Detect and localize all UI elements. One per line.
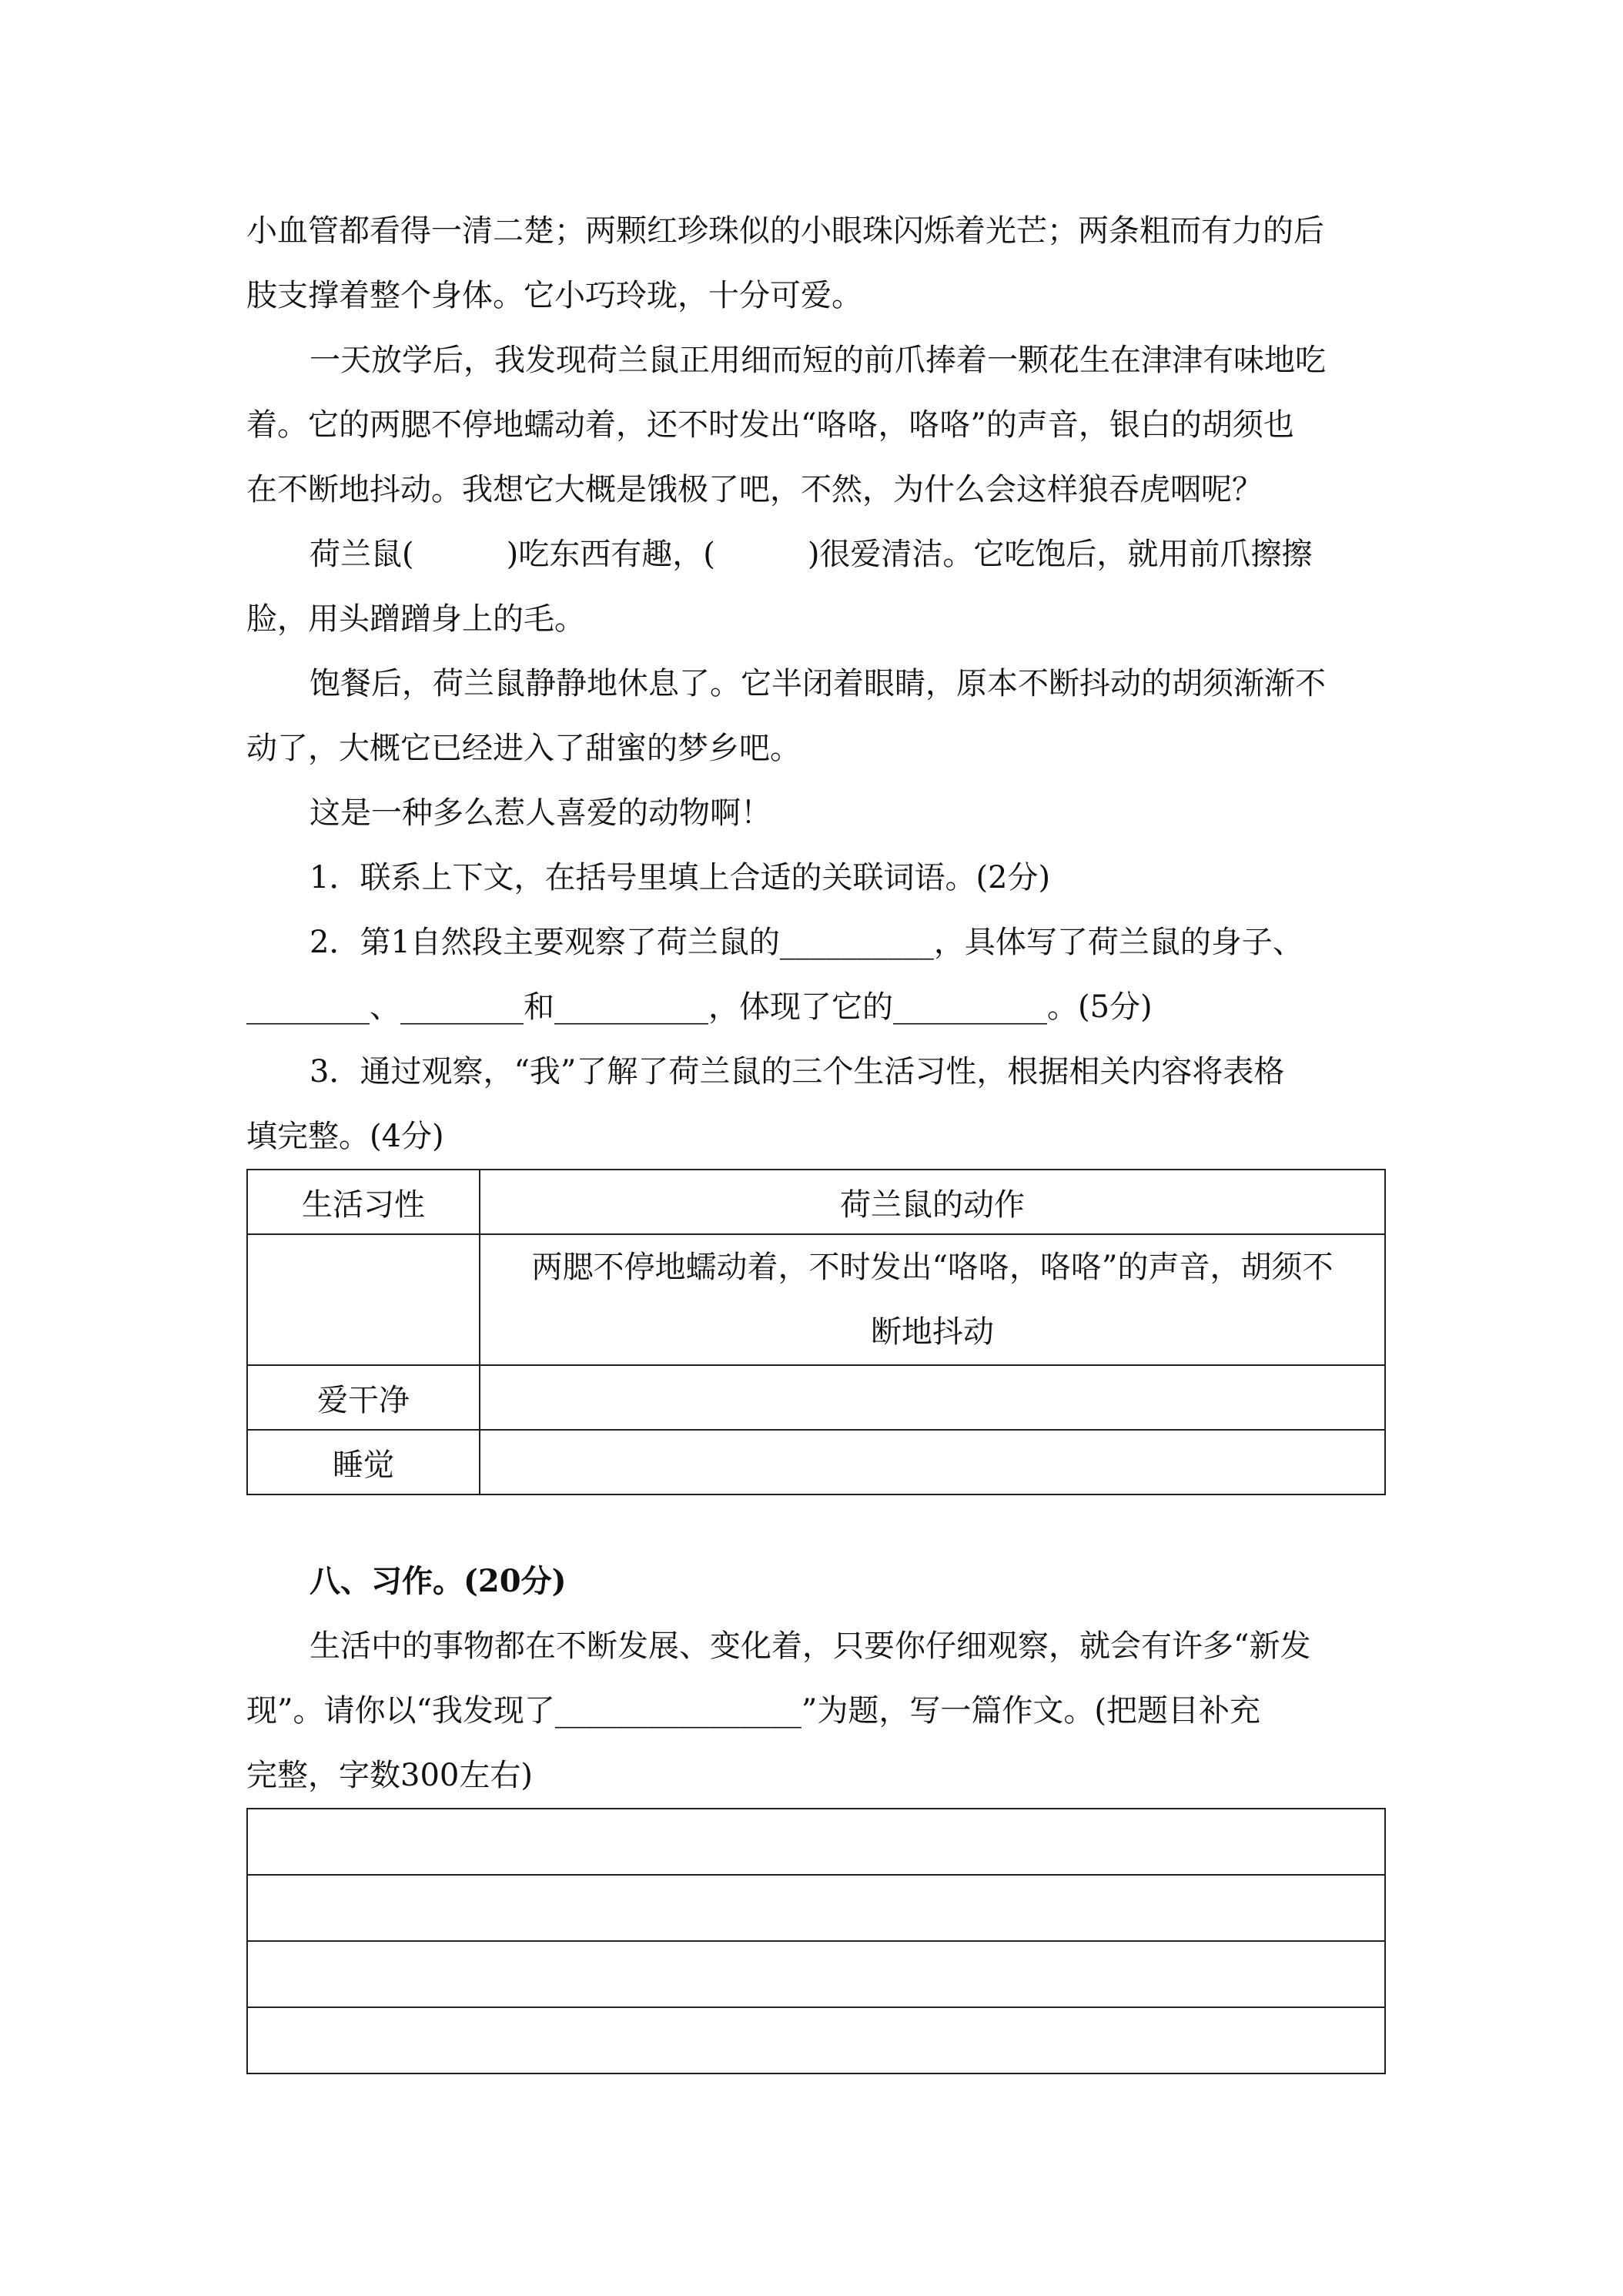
- passage-line: 荷兰鼠( )吃东西有趣，( )很爱清洁。它吃饱后，就用前爪擦擦: [310, 537, 1313, 572]
- section-text: 生活中的事物都在不断发展、变化着，只要你仔细观察，就会有许多“新发: [310, 1628, 1311, 1664]
- question-2-continued: ________、________和__________，体现了它的__________。(5分): [246, 989, 1153, 1025]
- section-heading: 八、习作。(20分): [310, 1563, 567, 1599]
- action-cell: [480, 1234, 1385, 1365]
- table-header-row: [247, 1170, 1385, 1234]
- passage-line: 小血管都看得一清二楚；两颗红珍珠似的小眼珠闪烁着光芒；两条粗而有力的后: [246, 213, 1324, 249]
- section-text: 完整，字数300左右): [246, 1758, 533, 1793]
- passage-line: 这是一种多么惹人喜爱的动物啊！: [310, 795, 771, 831]
- habit-table: [246, 1169, 1386, 1495]
- passage-line: 动了，大概它已经进入了甜蜜的梦乡吧。: [246, 731, 801, 766]
- writing-lines: [246, 1808, 1386, 2074]
- table-header: 生活习性: [247, 1170, 480, 1234]
- writing-cell[interactable]: [247, 1875, 1385, 1941]
- passage-line: 在不断地抖动。我想它大概是饿极了吧，不然，为什么会这样狼吞虎咽呢？: [246, 472, 1263, 507]
- passage-line: 脸，用头蹭蹭身上的毛。: [246, 601, 585, 637]
- writing-line: [247, 1941, 1385, 2007]
- question-3-continued: 填完整。(4分): [246, 1119, 444, 1154]
- passage-line: 着。它的两腮不停地蠕动着，还不时发出“咯咯，咯咯”的声音，银白的胡须也: [246, 407, 1294, 443]
- habit-cell[interactable]: [247, 1234, 480, 1365]
- table-header: 荷兰鼠的动作: [480, 1170, 1385, 1234]
- passage-line: 一天放学后，我发现荷兰鼠正用细而短的前爪捧着一颗花生在津津有味地吃: [310, 343, 1326, 378]
- habit-cell: 睡觉: [247, 1430, 480, 1494]
- writing-cell[interactable]: [247, 2007, 1385, 2073]
- passage-line: 肢支撑着整个身体。它小巧玲珑，十分可爱。: [246, 278, 862, 313]
- table-row: [247, 1430, 1385, 1494]
- question-2: 2．第1自然段主要观察了荷兰鼠的__________，具体写了荷兰鼠的身子、: [310, 925, 1303, 960]
- exam-page: [246, 199, 1386, 2074]
- question-1: 1．联系上下文，在括号里填上合适的关联词语。(2分): [310, 860, 1051, 895]
- action-text: 两腮不停地蠕动着，不时发出“咯咯，咯咯”的声音，胡须不: [531, 1250, 1334, 1285]
- section-text: 现”。请你以“我发现了________________”为题，写一篇作文。(把题目补充: [246, 1693, 1260, 1729]
- action-text: 断地抖动: [871, 1314, 994, 1350]
- action-cell[interactable]: [480, 1430, 1385, 1494]
- writing-line: [247, 2007, 1385, 2073]
- writing-cell[interactable]: [247, 1809, 1385, 1875]
- writing-line: [247, 1875, 1385, 1941]
- habit-cell: 爱干净: [247, 1365, 480, 1430]
- passage-line: 饱餐后，荷兰鼠静静地休息了。它半闭着眼睛，原本不断抖动的胡须渐渐不: [310, 666, 1326, 701]
- table-row: [247, 1234, 1385, 1365]
- writing-cell[interactable]: [247, 1941, 1385, 2007]
- action-cell[interactable]: [480, 1365, 1385, 1430]
- question-3: 3．通过观察，“我”了解了荷兰鼠的三个生活习性，根据相关内容将表格: [310, 1054, 1285, 1089]
- writing-line: [247, 1809, 1385, 1875]
- table-row: [247, 1365, 1385, 1430]
